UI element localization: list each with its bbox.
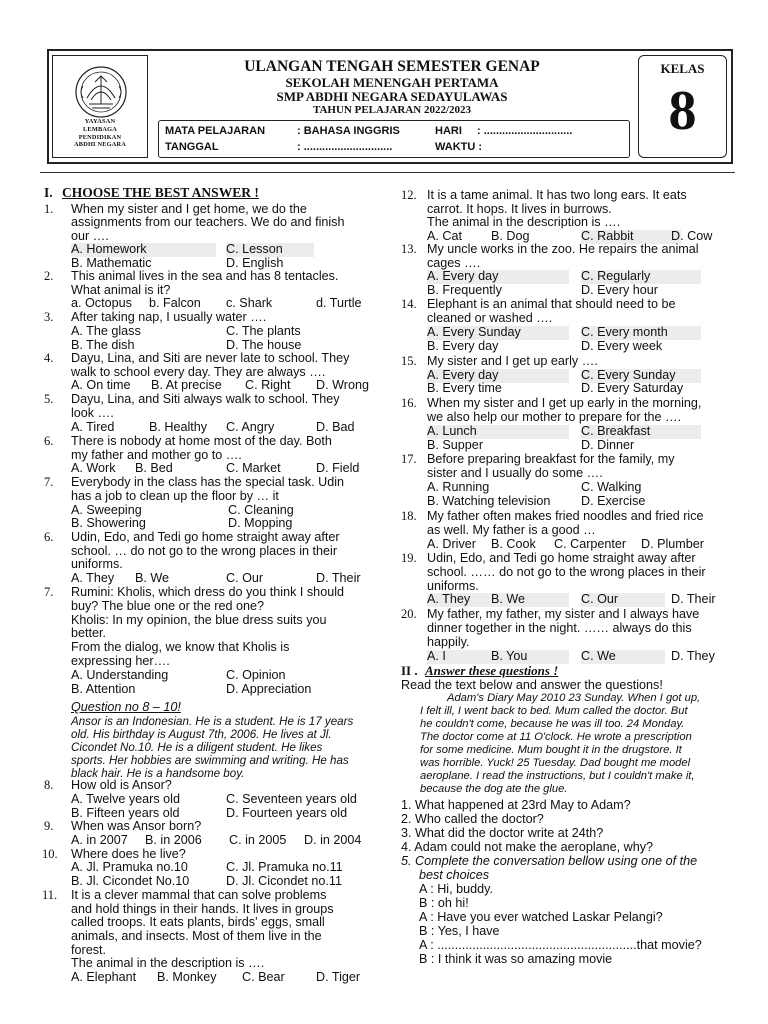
option-c[interactable]: C. The plants <box>226 324 301 338</box>
option-d[interactable]: D. Exercise <box>581 494 646 508</box>
question-text: Elephant is an animal that should need to be <box>427 297 676 311</box>
passage-line: Ansor is an Indonesian. He is a student. He is 17 years <box>71 715 354 728</box>
school-logo <box>52 55 148 158</box>
option-d[interactable]: D. The house <box>226 338 302 352</box>
header-divider <box>40 172 735 173</box>
time-label: WAKTU : <box>435 141 483 153</box>
question-text: After taking nap, I usually water …. <box>71 310 267 324</box>
question-number: 5. <box>44 392 54 406</box>
option-b[interactable]: B. Attention <box>71 682 136 696</box>
question-number: 19. <box>401 551 417 565</box>
question-text: The animal in the description is …. <box>427 215 621 229</box>
question-text: It is a tame animal. It has two long ears. It eats <box>427 188 687 202</box>
question-text: buy? The blue one or the red one? <box>71 599 265 613</box>
question-number: 11. <box>42 888 58 902</box>
question-text: has a job to clean up the floor by … it <box>71 489 279 503</box>
option-d[interactable]: D. Every Saturday <box>581 381 684 395</box>
option-b[interactable]: B. Every time <box>427 381 502 395</box>
option-a[interactable]: A. Jl. Pramuka no.10 <box>71 860 188 874</box>
question-text: From the dialog, we know that Kholis is <box>71 640 290 654</box>
option-c[interactable]: C. Bear <box>242 970 285 984</box>
option-b[interactable]: B. Supper <box>427 438 484 452</box>
question-number: 9. <box>44 819 54 833</box>
option-c[interactable]: C. Opinion <box>226 668 286 682</box>
question-number: 12. <box>401 188 417 202</box>
option-d[interactable]: D. They <box>671 649 715 663</box>
question-text: animals, and insects. Most of them live in the <box>71 929 322 943</box>
school-name: SMP ABDHI NEGARA SEDAYULAWAS <box>276 89 508 104</box>
question-text: Where does he live? <box>71 847 186 861</box>
option-d[interactable]: D. Bad <box>316 420 355 434</box>
question-text: carrot. It hops. It lives in burrows. <box>427 202 612 216</box>
option-b[interactable]: B. We <box>491 592 526 606</box>
question-number: 13. <box>401 242 417 256</box>
option-d[interactable]: D. Every hour <box>581 283 658 297</box>
question-text: My sister and I get up early …. <box>427 354 598 368</box>
option-a[interactable]: A. The glass <box>71 324 141 338</box>
question-text: better. <box>71 626 107 640</box>
question-text: When my sister and I get up early in the morning, <box>427 396 702 410</box>
logo-caption: YAYASAN LEMBAGA PENDIDIKAN ABDHI NEGARA <box>74 118 126 149</box>
option-c[interactable]: C. Cleaning <box>228 503 294 517</box>
essay-question: 4. Adam could not make the aeroplane, why? <box>401 840 654 854</box>
section2-instruction: Read the text below and answer the questions! <box>401 678 663 692</box>
question-text: our …. <box>71 229 109 243</box>
option-b[interactable]: B. Healthy <box>149 420 208 434</box>
question-text: look …. <box>71 406 114 420</box>
question-text: and hold things in their hands. It lives in groups <box>71 902 334 916</box>
option-b[interactable]: B. We <box>135 571 170 585</box>
option-d[interactable]: D. Field <box>316 461 360 475</box>
section2-roman: II . <box>401 663 418 678</box>
diary-line: because the dog ate the glue. <box>420 783 568 795</box>
option-c[interactable]: C. Jl. Pramuka no.11 <box>226 860 343 874</box>
subject-label: MATA PELAJARAN <box>165 125 266 137</box>
option-b[interactable]: B. Jl. Cicondet No.10 <box>71 874 190 888</box>
option-b[interactable]: B. Cook <box>491 537 536 551</box>
exam-title: ULANGAN TENGAH SEMESTER GENAP <box>244 58 540 75</box>
option-d[interactable]: D. Appreciation <box>226 682 312 696</box>
option-a[interactable]: A. Every day <box>427 369 569 383</box>
option-c[interactable]: c. Shark <box>226 296 273 310</box>
question-number: 4. <box>44 351 54 365</box>
question-number: 18. <box>401 509 417 523</box>
passage-line: Cicondet No.10. He is a diligent student. He likes <box>71 741 323 754</box>
diary-line: The doctor come at 11 O'clock. He wrote a prescription <box>420 731 692 743</box>
option-c[interactable]: C. Every Sunday <box>581 369 701 383</box>
passage-heading: Question no 8 – 10! <box>71 700 181 714</box>
dialog-line: A : Have you ever watched Laskar Pelangi? <box>419 910 663 924</box>
question-text: cleaned or washed …. <box>427 311 553 325</box>
section1-roman: I. <box>44 185 53 200</box>
option-a[interactable]: A. They <box>71 571 115 585</box>
option-b[interactable]: B. Monkey <box>157 970 217 984</box>
question-number: 10. <box>42 847 58 861</box>
option-a[interactable]: A. Lunch <box>427 425 569 439</box>
question-text: Before preparing breakfast for the family, my <box>427 452 675 466</box>
day-label: HARI <box>435 125 462 137</box>
option-c[interactable]: C. in 2005 <box>229 833 287 847</box>
option-d[interactable]: D. Mopping <box>228 516 293 530</box>
dialog-line: B : oh hi! <box>419 896 469 910</box>
option-a[interactable]: A. Twelve years old <box>71 792 180 806</box>
option-d[interactable]: D. in 2004 <box>304 833 362 847</box>
question-text: assignments from our teachers. We do and finish <box>71 215 345 229</box>
question-text: My uncle works in the zoo. He repairs the animal <box>427 242 699 256</box>
academic-year: TAHUN PELAJARAN 2022/2023 <box>312 104 472 116</box>
option-b[interactable]: B. Watching television <box>427 494 551 508</box>
option-a[interactable]: A. Every day <box>427 270 569 284</box>
option-c[interactable]: C. Seventeen years old <box>226 792 357 806</box>
option-d[interactable]: d. Turtle <box>316 296 362 310</box>
date-value: : ............................. <box>297 141 393 153</box>
essay-question: 5. Complete the conversation bellow using one of the <box>401 854 698 868</box>
question-text: expressing her…. <box>71 654 170 668</box>
class-number: 8 <box>668 80 697 142</box>
class-box <box>638 55 727 158</box>
school-type: SEKOLAH MENENGAH PERTAMA <box>285 75 499 90</box>
question-text: My father often makes fried noodles and fried rice <box>427 509 704 523</box>
option-d[interactable]: D. Tiger <box>316 970 361 984</box>
option-c[interactable]: C. Every month <box>581 326 701 340</box>
question-text: Udin, Edo, and Tedi go home straight away after <box>71 530 340 544</box>
question-number: 7. <box>44 585 54 599</box>
question-text: The animal in the description is …. <box>71 956 265 970</box>
question-text: sister and I usually do some …. <box>427 466 603 480</box>
option-c[interactable]: C. We <box>581 650 665 664</box>
essay-question: 3. What did the doctor write at 24th? <box>401 826 604 840</box>
question-text: forest. <box>71 943 106 957</box>
question-number: 8. <box>44 778 54 792</box>
question-text: It is a clever mammal that can solve problems <box>71 888 327 902</box>
question-text: This animal lives in the sea and has 8 tentacles. <box>71 269 339 283</box>
option-c[interactable]: C. Right <box>245 378 291 392</box>
question-number: 6. <box>44 530 54 544</box>
option-a[interactable]: a. Octopus <box>71 296 132 310</box>
diary-line: he couldn't come, because he was ill too. 24 Monday. <box>420 718 685 730</box>
option-c[interactable]: C. Breakfast <box>581 425 701 439</box>
option-a[interactable]: A. Understanding <box>71 668 169 682</box>
question-text: Kholis: In my opinion, the blue dress suits you <box>71 613 327 627</box>
subject-value: : BAHASA INGGRIS <box>297 125 400 137</box>
question-text: When my sister and I get home, we do the <box>71 202 307 216</box>
question-text: happily. <box>427 635 470 649</box>
option-c[interactable]: C. Carpenter <box>554 537 627 551</box>
option-b[interactable]: B. Frequently <box>427 283 502 297</box>
question-text: cages …. <box>427 256 481 270</box>
day-value: : ............................. <box>477 125 573 137</box>
option-c[interactable]: C. Angry <box>226 420 275 434</box>
essay-question: 2. Who called the doctor? <box>401 812 544 826</box>
option-b[interactable]: B. Mathematic <box>71 256 152 270</box>
question-text: walk to school every day. They are always …. <box>71 365 326 379</box>
option-c[interactable]: C. Lesson <box>226 243 314 257</box>
option-a[interactable]: A. Elephant <box>71 970 137 984</box>
question-number: 2. <box>44 269 54 283</box>
option-a[interactable]: A. in 2007 <box>71 833 128 847</box>
question-text: Dayu, Lina, and Siti are never late to school. They <box>71 351 350 365</box>
question-text: How old is Ansor? <box>71 778 172 792</box>
question-number: 17. <box>401 452 417 466</box>
option-c[interactable]: C. Market <box>226 461 281 475</box>
exam-info-box <box>158 120 630 158</box>
section2-title: Answer these questions ! <box>425 663 559 678</box>
option-a[interactable]: A. Driver <box>427 537 476 551</box>
dialog-line: A : Hi, buddy. <box>419 882 493 896</box>
class-label: KELAS <box>660 61 705 76</box>
option-c[interactable]: C. Walking <box>581 480 642 494</box>
question-text: My father, my father, my sister and I always have <box>427 607 700 621</box>
question-number: 7. <box>44 475 54 489</box>
option-d[interactable]: D. Cow <box>671 229 713 243</box>
option-d[interactable]: D. Fourteen years old <box>226 806 348 820</box>
option-d[interactable]: D. Plumber <box>641 537 704 551</box>
question-text: uniforms. <box>427 579 479 593</box>
question-text: Udin, Edo, and Tedi go home straight away after <box>427 551 696 565</box>
option-b[interactable]: B. The dish <box>71 338 135 352</box>
option-d[interactable]: D. Their <box>316 571 361 585</box>
question-text: uniforms. <box>71 557 123 571</box>
dialog-line: A : .........................................................that movie? <box>419 938 702 952</box>
option-b[interactable]: B. You <box>491 649 528 663</box>
question-number: 15. <box>401 354 417 368</box>
question-text: Dayu, Lina, and Siti always walk to school. They <box>71 392 340 406</box>
question-number: 14. <box>401 297 417 311</box>
option-b[interactable]: B. Every day <box>427 339 499 353</box>
option-a[interactable]: A. On time <box>71 378 131 392</box>
school-emblem-icon <box>73 64 129 120</box>
question-text: There is nobody at home most of the day. Both <box>71 434 332 448</box>
question-number: 3. <box>44 310 54 324</box>
section1-title: CHOOSE THE BEST ANSWER ! <box>62 185 259 200</box>
question-number: 16. <box>401 396 417 410</box>
question-text: school. …… do not go to the wrong places in their <box>427 565 706 579</box>
option-b[interactable]: b. Falcon <box>149 296 201 310</box>
diary-line: was horrible. Yuck! 25 Tuesday. Dad bought me model <box>420 757 691 769</box>
option-a[interactable]: A. Running <box>427 480 490 494</box>
question-number: 1. <box>44 202 54 216</box>
essay-question: 1. What happened at 23rd May to Adam? <box>401 798 631 812</box>
question-text: When was Ansor born? <box>71 819 202 833</box>
question-number: 6. <box>44 434 54 448</box>
option-c[interactable]: C. Our <box>581 593 665 607</box>
passage-line: black hair. He is a handsome boy. <box>71 767 245 780</box>
dialog-line: B : I think it was so amazing movie <box>419 952 613 966</box>
option-d[interactable]: D. Every week <box>581 339 663 353</box>
option-a[interactable]: A. Sweeping <box>71 503 142 517</box>
option-a[interactable]: A. I <box>427 650 569 664</box>
diary-line: Adam's Diary May 2010 23 Sunday. When I got up, <box>447 692 701 704</box>
option-a[interactable]: A. Every Sunday <box>427 326 569 340</box>
dialog-line: B : Yes, I have <box>419 924 500 938</box>
passage-line: sports. Her hobbies are swimming and writing. He has <box>71 754 349 767</box>
option-b[interactable]: B. Dog <box>491 229 530 243</box>
option-a[interactable]: A. Tired <box>71 420 115 434</box>
question-text: as well. My father is a good … <box>427 523 596 537</box>
option-d[interactable]: D. English <box>226 256 284 270</box>
option-a[interactable]: A. Work <box>71 461 116 475</box>
question-text: Everybody in the class has the special task. Udin <box>71 475 345 489</box>
question-text: my father and mother go to …. <box>71 448 242 462</box>
question-number: 20. <box>401 607 417 621</box>
option-b[interactable]: B. in 2006 <box>145 833 202 847</box>
option-d[interactable]: D. Jl. Cicondet no.11 <box>226 874 342 888</box>
question-text: What animal is it? <box>71 283 171 297</box>
option-a[interactable]: A. They <box>427 593 569 607</box>
option-c[interactable]: C. Our <box>226 571 264 585</box>
option-d[interactable]: D. Their <box>671 592 716 606</box>
question-text: school. … do not go to the wrong places in their <box>71 544 338 558</box>
diary-line: I felt ill, I went back to bed. Mum called the doctor. But <box>420 705 688 717</box>
passage-line: old. His birthday is August 7th, 2006. He lives at Jl. <box>71 728 332 741</box>
option-d[interactable]: D. Dinner <box>581 438 635 452</box>
option-b[interactable]: B. Bed <box>135 461 173 475</box>
essay-question: best choices <box>419 868 490 882</box>
question-text: we also help our mother to prepare for the …. <box>427 410 682 424</box>
diary-line: for some medicine. Mum bought it in the drugstore. It <box>420 744 682 756</box>
question-text: called troops. It eats plants, birds' eggs, small <box>71 915 325 929</box>
option-c[interactable]: C. Regularly <box>581 270 701 284</box>
question-text: Rumini: Kholis, which dress do you think I should <box>71 585 344 599</box>
option-b[interactable]: B. Showering <box>71 516 146 530</box>
option-c[interactable]: C. Rabbit <box>581 230 681 244</box>
question-text: dinner together in the night. …… always do this <box>427 621 692 635</box>
option-a[interactable]: A. Homework <box>71 243 216 257</box>
diary-line: aeroplane. I read the instructions, but I couldn't make it, <box>420 770 695 782</box>
option-a[interactable]: A. Cat <box>427 229 462 243</box>
option-b[interactable]: B. At precise <box>151 378 222 392</box>
option-b[interactable]: B. Fifteen years old <box>71 806 180 820</box>
date-label: TANGGAL <box>165 141 219 153</box>
option-d[interactable]: D. Wrong <box>316 378 369 392</box>
